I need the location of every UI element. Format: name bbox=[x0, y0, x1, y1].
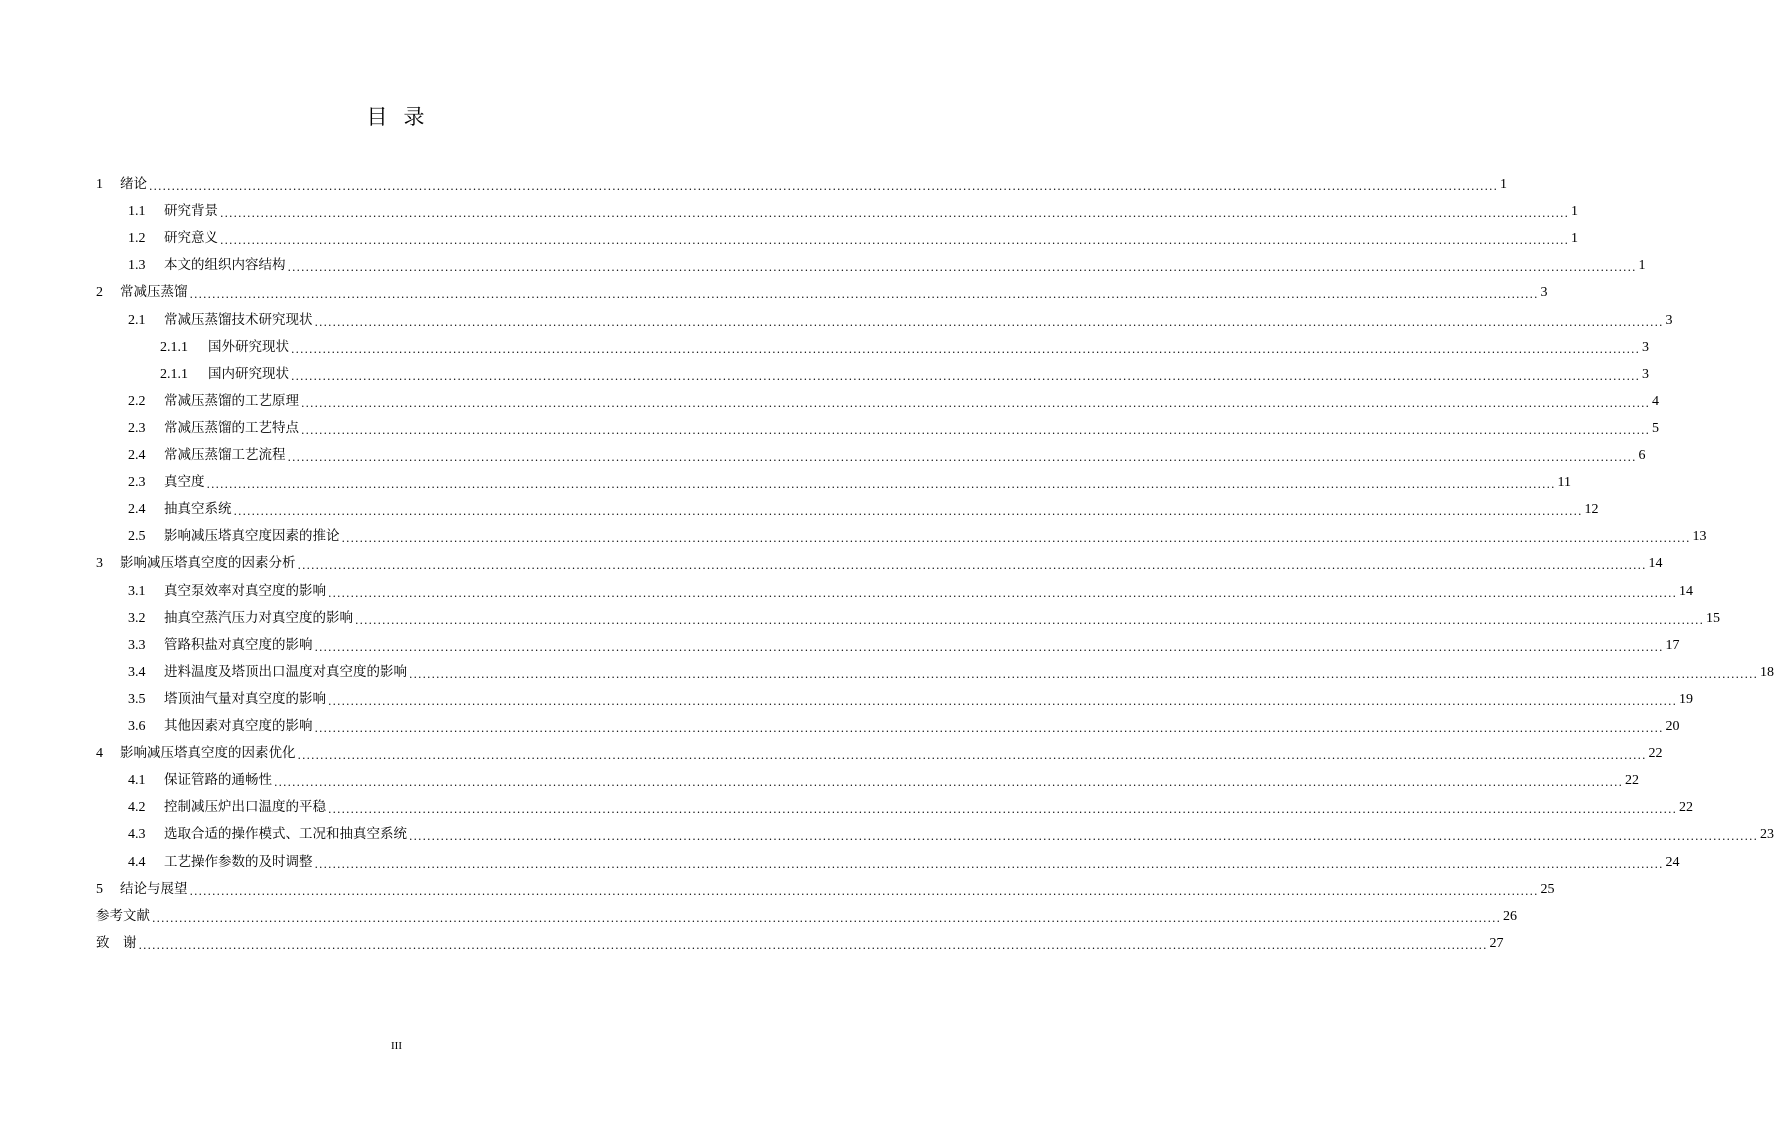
toc-leader-dots: ............................................................................................................................................................................................................................................................................................................ bbox=[314, 640, 1664, 654]
toc-entry[interactable] bbox=[128, 442, 1646, 469]
toc-entry-page: 14 bbox=[1678, 583, 1693, 599]
toc-entry-label: 影响减压塔真空度的因素优化 bbox=[120, 745, 296, 762]
toc-entry-page: 13 bbox=[1692, 529, 1707, 545]
toc-leader-dots: ............................................................................................................................................................................................................................................................................................................ bbox=[233, 505, 1583, 519]
toc-entry-page: 22 bbox=[1678, 800, 1693, 816]
toc-entry[interactable] bbox=[128, 578, 1693, 605]
toc-entry-number: 1.2 bbox=[128, 231, 146, 247]
toc-leader-dots: ............................................................................................................................................................................................................................................................................................................ bbox=[409, 830, 1758, 844]
toc-entry-page: 12 bbox=[1584, 502, 1599, 518]
toc-entry[interactable] bbox=[96, 550, 1663, 577]
toc-entry-number: 1.3 bbox=[128, 258, 146, 274]
toc-entry[interactable] bbox=[128, 849, 1680, 876]
toc-entry-label: 抽真空蒸汽压力对真空度的影响 bbox=[164, 609, 353, 626]
toc-entry-label: 影响减压塔真空度的因素分析 bbox=[120, 555, 296, 572]
toc-entry[interactable] bbox=[128, 307, 1673, 334]
toc-entry-number: 3.3 bbox=[128, 637, 146, 653]
toc-entry[interactable] bbox=[128, 632, 1680, 659]
toc-leader-dots: ............................................................................................................................................................................................................................................................................................................ bbox=[328, 694, 1677, 708]
toc-entry-label: 研究背景 bbox=[164, 203, 218, 220]
toc-entry-page: 1 bbox=[1638, 258, 1646, 274]
page-number: III bbox=[391, 1040, 402, 1052]
toc-entry[interactable] bbox=[128, 713, 1680, 740]
toc-entry[interactable] bbox=[128, 686, 1693, 713]
toc-entry-label: 国内研究现状 bbox=[208, 365, 289, 382]
toc-entry-page: 6 bbox=[1638, 448, 1646, 463]
toc-entry-number: 2.5 bbox=[128, 529, 146, 545]
toc-entry-page: 1 bbox=[1570, 204, 1578, 220]
toc-entry-page: 1 bbox=[1570, 231, 1578, 247]
toc-entry[interactable] bbox=[128, 794, 1693, 821]
toc-entry[interactable] bbox=[96, 930, 1504, 957]
toc-entry-page: 20 bbox=[1665, 719, 1680, 734]
toc-entry-page: 18 bbox=[1759, 664, 1774, 680]
toc-entry-number: 2.4 bbox=[128, 502, 146, 518]
toc-leader-dots: ............................................................................................................................................................................................................................................................................................................ bbox=[314, 857, 1664, 871]
toc-entry-label: 结论与展望 bbox=[120, 880, 188, 897]
toc-entry-page: 14 bbox=[1648, 556, 1663, 572]
toc-entry[interactable] bbox=[128, 198, 1578, 225]
toc-entry-label: 研究意义 bbox=[164, 230, 218, 247]
toc-entry-label: 致 谢 bbox=[96, 934, 137, 951]
toc-entry-label: 国外研究现状 bbox=[208, 338, 289, 355]
toc-entry[interactable] bbox=[128, 469, 1571, 496]
toc-entry[interactable] bbox=[96, 903, 1517, 930]
toc-leader-dots: ............................................................................................................................................................................................................................................................................................................ bbox=[314, 722, 1664, 735]
toc-entry[interactable] bbox=[160, 334, 1649, 361]
toc-entry-label: 其他因素对真空度的影响 bbox=[164, 718, 313, 734]
toc-entry-page: 1 bbox=[1499, 177, 1507, 192]
toc-entry-number: 3.6 bbox=[128, 719, 146, 734]
toc-entry-label: 常减压蒸馏技术研究现状 bbox=[164, 311, 313, 328]
toc-entry-number: 2.1.1 bbox=[160, 366, 188, 382]
toc-entry-label: 真空泵效率对真空度的影响 bbox=[164, 582, 326, 599]
toc-entry-label: 常减压蒸馏工艺流程 bbox=[164, 447, 286, 463]
toc-leader-dots: ............................................................................................................................................................................................................................................................................................................ bbox=[301, 423, 1650, 437]
toc-leader-dots: ............................................................................................................................................................................................................................................................................................................ bbox=[297, 749, 1647, 763]
toc-leader-dots: ............................................................................................................................................................................................................................................................................................................ bbox=[328, 586, 1677, 600]
toc-entry-label: 控制减压炉出口温度的平稳 bbox=[164, 799, 326, 816]
toc-entry-page: 3 bbox=[1665, 312, 1673, 328]
toc-entry-page: 27 bbox=[1489, 935, 1504, 951]
toc-entry-label: 塔顶油气量对真空度的影响 bbox=[164, 690, 326, 707]
toc-leader-dots: ............................................................................................................................................................................................................................................................................................................ bbox=[149, 180, 1498, 193]
toc-entry-label: 本文的组织内容结构 bbox=[164, 257, 286, 274]
toc-entry-page: 15 bbox=[1705, 610, 1720, 626]
toc-entry-label: 参考文献 bbox=[96, 907, 150, 924]
toc-entry[interactable] bbox=[128, 252, 1646, 279]
toc-leader-dots: ............................................................................................................................................................................................................................................................................................................ bbox=[301, 396, 1650, 410]
toc-entry[interactable] bbox=[128, 767, 1639, 794]
toc-entry-label: 常减压蒸馏 bbox=[120, 284, 188, 301]
toc-entry[interactable] bbox=[96, 740, 1663, 767]
toc-entry-label: 工艺操作参数的及时调整 bbox=[164, 853, 313, 870]
toc-entry-number: 2.2 bbox=[128, 393, 146, 409]
page-title bbox=[0, 100, 793, 134]
toc-leader-dots: ............................................................................................................................................................................................................................................................................................................ bbox=[138, 938, 1488, 952]
toc-entry-label: 影响减压塔真空度因素的推论 bbox=[164, 528, 340, 545]
toc-entry-page: 17 bbox=[1665, 637, 1680, 653]
toc-entry[interactable] bbox=[128, 821, 1774, 848]
toc-entry-number: 2.3 bbox=[128, 475, 146, 491]
toc-entry[interactable] bbox=[128, 605, 1720, 632]
toc-entry-number: 4.3 bbox=[128, 827, 146, 843]
toc-entry-page: 24 bbox=[1665, 854, 1680, 870]
toc-entry[interactable] bbox=[128, 523, 1707, 550]
toc-entry-page: 22 bbox=[1624, 773, 1639, 789]
toc-entry[interactable] bbox=[128, 388, 1659, 415]
toc-entry-number: 4 bbox=[96, 746, 103, 762]
toc-leader-dots: ............................................................................................................................................................................................................................................................................................................ bbox=[206, 478, 1556, 492]
toc-entry-number: 3 bbox=[96, 556, 103, 572]
toc-entry-number: 2.1.1 bbox=[160, 339, 188, 355]
toc-entry-page: 19 bbox=[1678, 691, 1693, 707]
toc-entry-number: 1 bbox=[96, 177, 103, 192]
toc-entry-label: 进料温度及塔顶出口温度对真空度的影响 bbox=[164, 663, 407, 680]
toc-leader-dots: ............................................................................................................................................................................................................................................................................................................ bbox=[220, 234, 1569, 248]
toc-leader-dots: ............................................................................................................................................................................................................................................................................................................ bbox=[287, 451, 1637, 464]
toc-entry[interactable] bbox=[160, 361, 1649, 388]
toc-leader-dots: ............................................................................................................................................................................................................................................................................................................ bbox=[287, 261, 1637, 275]
toc-leader-dots: ............................................................................................................................................................................................................................................................................................................ bbox=[314, 315, 1664, 329]
toc-entry-number: 2.3 bbox=[128, 420, 146, 436]
toc-entry[interactable] bbox=[128, 496, 1599, 523]
toc-entry-page: 25 bbox=[1540, 881, 1555, 897]
toc-leader-dots: ............................................................................................................................................................................................................................................................................................................ bbox=[328, 803, 1677, 817]
toc-entry-page: 3 bbox=[1641, 339, 1649, 355]
toc-entry-page: 11 bbox=[1557, 475, 1571, 491]
toc-entry[interactable] bbox=[128, 225, 1578, 252]
toc-entry-page: 23 bbox=[1759, 827, 1774, 843]
toc-entry-label: 选取合适的操作模式、工况和抽真空系统 bbox=[164, 826, 407, 843]
title-char-1: 目 bbox=[366, 105, 390, 129]
toc-entry-page: 4 bbox=[1651, 393, 1659, 409]
toc-entry-number: 2.1 bbox=[128, 312, 146, 328]
toc-entry-number: 1.1 bbox=[128, 204, 146, 220]
toc-leader-dots: ............................................................................................................................................................................................................................................................................................................ bbox=[152, 911, 1501, 925]
toc-leader-dots: ............................................................................................................................................................................................................................................................................................................ bbox=[291, 369, 1640, 383]
toc-entry[interactable] bbox=[96, 279, 1548, 306]
toc-entry-number: 4.4 bbox=[128, 854, 146, 870]
toc-leader-dots: ............................................................................................................................................................................................................................................................................................................ bbox=[297, 559, 1647, 573]
toc-entry-page: 3 bbox=[1641, 366, 1649, 382]
toc-entry-label: 常减压蒸馏的工艺原理 bbox=[164, 392, 299, 409]
toc-entry-label: 真空度 bbox=[164, 474, 205, 491]
toc-entry-number: 3.4 bbox=[128, 664, 146, 680]
toc-entry-page: 3 bbox=[1540, 285, 1548, 301]
toc-leader-dots: ............................................................................................................................................................................................................................................................................................................ bbox=[274, 776, 1623, 790]
toc-entry-label: 抽真空系统 bbox=[164, 501, 232, 518]
toc-entry-label: 管路积盐对真空度的影响 bbox=[164, 636, 313, 653]
toc-leader-dots: ............................................................................................................................................................................................................................................................................................................ bbox=[189, 288, 1539, 302]
toc-entry-label: 常减压蒸馏的工艺特点 bbox=[164, 419, 299, 436]
toc-entry-number: 3.1 bbox=[128, 583, 146, 599]
toc-entry-label: 绪论 bbox=[120, 176, 147, 192]
toc-leader-dots: ............................................................................................................................................................................................................................................................................................................ bbox=[409, 667, 1758, 681]
toc-entry[interactable] bbox=[128, 415, 1659, 442]
toc-leader-dots: ............................................................................................................................................................................................................................................................................................................ bbox=[355, 613, 1704, 627]
toc-entry-label: 保证管路的通畅性 bbox=[164, 772, 272, 789]
toc-entry-page: 22 bbox=[1648, 746, 1663, 762]
toc-leader-dots: ............................................................................................................................................................................................................................................................................................................ bbox=[291, 342, 1640, 356]
title-char-2: 录 bbox=[403, 105, 427, 129]
toc-leader-dots: ............................................................................................................................................................................................................................................................................................................ bbox=[189, 884, 1539, 898]
toc-leader-dots: ............................................................................................................................................................................................................................................................................................................ bbox=[341, 532, 1691, 546]
toc-entry-page: 26 bbox=[1502, 908, 1517, 924]
toc-entry[interactable] bbox=[96, 876, 1555, 903]
toc-entry-page: 5 bbox=[1651, 420, 1659, 436]
toc-entry-number: 5 bbox=[96, 881, 103, 897]
toc-entry-number: 3.2 bbox=[128, 610, 146, 626]
toc-entry[interactable] bbox=[128, 659, 1774, 686]
toc-entry-number: 2.4 bbox=[128, 448, 146, 463]
toc-entry-number: 4.2 bbox=[128, 800, 146, 816]
toc-entry[interactable] bbox=[96, 171, 1507, 198]
toc-entry-number: 3.5 bbox=[128, 691, 146, 707]
toc-leader-dots: ............................................................................................................................................................................................................................................................................................................ bbox=[220, 207, 1569, 221]
toc-entry-number: 4.1 bbox=[128, 773, 146, 789]
toc-entry-number: 2 bbox=[96, 285, 103, 301]
